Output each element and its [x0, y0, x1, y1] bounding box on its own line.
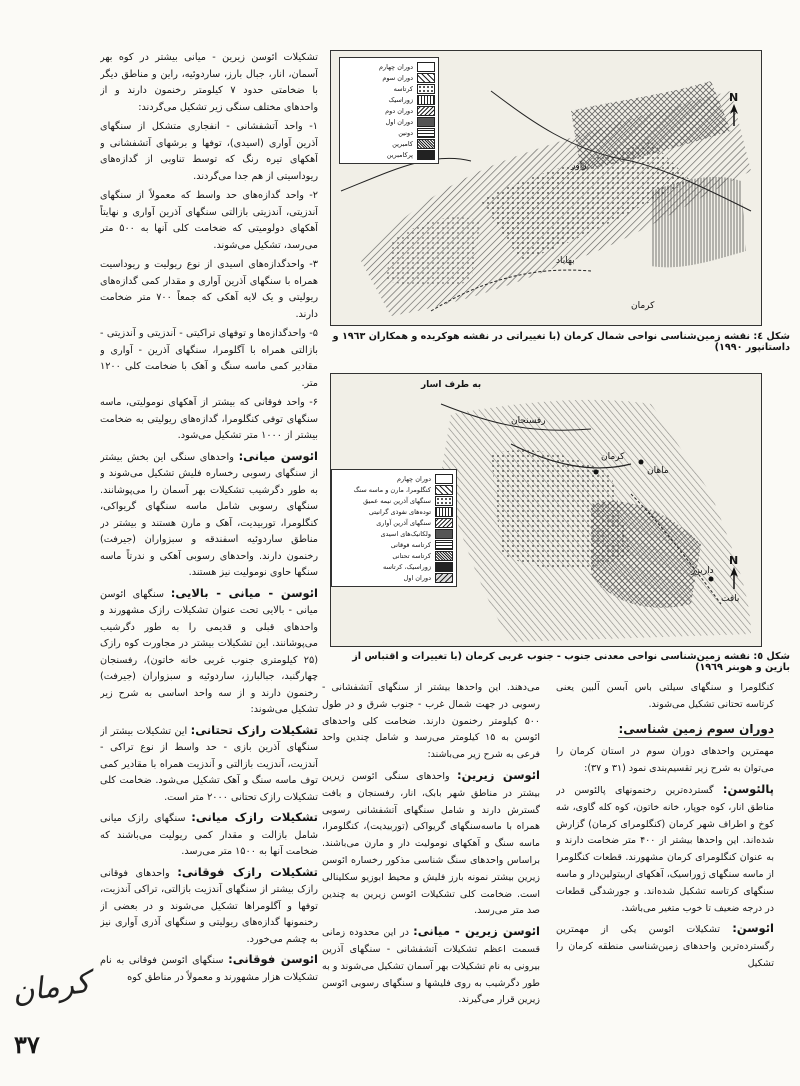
legend-item [343, 94, 435, 105]
paragraph-text: ۱- واحد آتشفشانی - انفجاری متشکل از سنگهای آذرین آواری (اسیدی)، توفها و برشهای آتشفشانی و آهکهای تیره رنگ که توسط تناوبی از گدازه‌های ریوداسیتی از هم جدا می‌گردند. [100, 121, 318, 182]
paragraph-text: سنگهای رازک میانی شامل بازالت و مقدار کمی ریولیت می‌باشند که ضخامت آنها به ۱۵۰۰ متر می‌رسد. [100, 813, 318, 857]
legend-swatch [435, 507, 453, 517]
paragraph [100, 395, 318, 445]
middle-text-column [322, 680, 540, 1040]
paragraph [556, 781, 774, 917]
figure-4-legend [339, 57, 439, 164]
left-text-column [556, 680, 774, 1040]
paragraph [556, 680, 774, 714]
legend-swatch [417, 84, 435, 94]
paragraph-text: ۳- واحدگدازه‌های اسیدی از نوع ریولیت و ریوداسیت همراه با سنگهای آذرین آواری و مقدار کمی گدازه‌های ریولیتی و یک لایه آهکی که جمعاً ۷۰۰ متر ضخامت دارند. [100, 259, 318, 320]
paragraph-heading: پالئوسن: [722, 781, 774, 796]
figure-5-map [330, 373, 762, 647]
paragraph [100, 448, 318, 582]
legend-label: دوران دوم [385, 106, 413, 115]
legend-item [335, 506, 453, 517]
paragraph-text: تشکیلات ائوسن زیرین - میانی بیشتر در کوه بهر آسمان، انار، جبال بارز، ساردوئیه، راین و مناطق دیگر با ضخامتی حدود ۷ کیلومتر رخنمون دارند و از واحدهای مختلف سنگی زیر تشکیل می‌گردند: [100, 52, 318, 113]
paragraph [322, 767, 540, 920]
paragraph [556, 920, 774, 972]
figure-4-map [330, 50, 762, 326]
legend-item [335, 572, 453, 583]
legend-item [343, 116, 435, 127]
legend-swatch [417, 128, 435, 138]
legend-item [343, 72, 435, 83]
legend-label: زوراسیک [388, 95, 413, 104]
legend-label: کرتاسه [393, 84, 413, 93]
paragraph-text: گسترده‌ترین رخنمونهای پالئوسن در مناطق انار، کوه جوپار، خانه خاتون، کوه کله گاوی، شه کوخ و اطراف شهر کرمان (کنگلومرای کرمان) گزارش شده‌اند. این واحدها بیشتر از ۴۰۰ متر ضخامت دارند و به عنوان کنگلومرای کرمان مشهورند. قطعات کنگلومرا از ماسه سنگهای ژوراسیک، آهکهای اربیتولین‌دار و ماسه سنگهای کرتاسه تشکیل شده‌اند. و جورشدگی قطعات در درجه ضعیف تا خوب متغیر می‌باشد. [556, 784, 774, 914]
paragraph [100, 585, 318, 719]
legend-swatch [417, 106, 435, 116]
legend-label: دوران چهارم [379, 62, 413, 71]
legend-swatch [435, 518, 453, 528]
legend-label: کرتاسه فوقانی [390, 540, 431, 549]
legend-label: پرکامبرین [386, 150, 413, 159]
paragraph [322, 680, 540, 764]
place-label: راور [571, 161, 587, 171]
kerman-logo: کرمان [9, 964, 93, 1011]
paragraph-text: در این محدوده زمانی قسمت اعظم تشکیلات آتشفشانی - سنگهای آذرین بیرونی به نام تشکیلات بهر آسمان تشکیل می‌شوند و به طور دگرشیب به روی فلیشها و سنگهای رسوبی ائوسن زیرین قرار می‌گیرند. [322, 927, 540, 1006]
paragraph-text: سنگهای ائوسن میانی - بالایی تحت عنوان تشکیلات رازک مشهورند و واحدهای قبلی و قدیمی را به طور دگرشیب می‌پوشانند. این تشکیلات بیشتر در مجاورت کوه رازک (۲۵ کیلومتری جنوب غربی خانه خاتون)، رفسنجان چهارگنبد، جبالبارز، ساردوئیه و سبزواران (جیرفت) رخنمون دارند و از سه واحد اساسی به شرح زیر تشکیل می‌شوند: [100, 588, 318, 715]
paragraph-text: واحدهای سنگی این بخش بیشتر از سنگهای رسوبی رخساره فلیش تشکیل می‌شوند و به طور دگرشیب تشکیلات بهر آسمان را می‌پوشانند. سنگهای رسوبی شامل ماسه سنگهای گریواکی، کنگلومرا، توربیدیت، آهک و مارن هستند و بیشتر در مناطق ساردوئیه اسفندقه و سبزواران (جیرفت) رخنمون دارند. واحدهای رسوبی آهکی و ندرتاً ماسه سنگها حاوی نومولیت نیز هستند. [100, 451, 318, 578]
paragraph-heading: ائوسن فوقانی: [228, 952, 318, 966]
legend-swatch [417, 150, 435, 160]
paragraph-text: می‌دهند. این واحدها بیشتر از سنگهای آتشفشانی - رسوبی در جهت شمال غرب - جنوب شرق و در طول ۵۰۰ کیلومتر رخنمون دارند. ضخامت کلی واحدهای ائوسن به ۱۵ کیلومتر می‌رسد و شامل چندین واحد فرعی به شرح زیر می‌باشند: [322, 682, 540, 761]
page-number: ۳۷ [14, 1030, 40, 1059]
place-label: به طرف اسار [421, 380, 482, 390]
place-label: بهاباد [556, 256, 575, 266]
paragraph-heading: ائوسن میانی: [238, 448, 318, 463]
legend-label: سنگهای آذرین آواری [376, 518, 431, 527]
paragraph-heading: ائوسن زیرین: [457, 767, 540, 782]
paragraph-text: این تشکیلات بیشتر از سنگهای آذرین بازی - حد واسط از نوع تراکی - آندزیت، آندزیت بازالتی و آندزیت همراه با مقادیر کمی توف ماسه سنگ و آهک تشکیل می‌شود. ضخامت کلی تشکیلات رازک تحتانی ۲۰۰۰ متر است. [100, 725, 318, 803]
paragraph [100, 50, 318, 116]
paragraph-heading: تشکیلات رازک تحتانی: [190, 722, 318, 737]
place-label: کرمان [631, 301, 655, 311]
legend-item [343, 83, 435, 94]
legend-swatch [435, 474, 453, 484]
legend-item [335, 550, 453, 561]
legend-item [343, 61, 435, 72]
paragraph-heading: ائوسن - میانی - بالایی: [170, 585, 318, 600]
place-label: کرمان [601, 452, 625, 462]
north-arrow-icon: N [729, 91, 739, 126]
legend-item [343, 138, 435, 149]
paragraph-text: ۵- واحدگدازه‌ها و توفهای تراکیتی - آندزیتی و آندزیتی - بازالتی همراه با آگلومرا، سنگهای آذرین - آواری و مقادیر کمی ماسه سنگ و آهک با ضخامت کلی ۱۲۰۰ متر. [100, 328, 318, 389]
legend-swatch [417, 139, 435, 149]
paragraph-text: تشکیلات ائوسن یکی از مهمترین رگسترده‌ترین واحدهای زمین‌شناسی منطقه کرمان را تشکیل [556, 924, 774, 969]
legend-item [335, 561, 453, 572]
legend-swatch [435, 551, 453, 561]
legend-label: کامبرین [392, 139, 413, 148]
paragraph [100, 119, 318, 185]
legend-item [335, 539, 453, 550]
legend-label: کنگلومرا، مارن و ماسه سنگ [353, 485, 431, 494]
legend-item [335, 495, 453, 506]
legend-label: دوران اول [385, 117, 413, 126]
paragraph [100, 951, 318, 986]
paragraph-text: ۶- واحد فوقانی که بیشتر از آهکهای نومولیتی، ماسه سنگهای توفی کنگلومرا، گدازه‌های ریولیتی به ضخامت بیشتر از ۱۰۰۰ متر تشکیل می‌شود. [100, 397, 318, 441]
legend-label: زوراسیک، کرتاسه [382, 562, 431, 571]
legend-item [343, 149, 435, 160]
figure-4-caption: شکل ٤: نقشه زمین‌شناسی نواحی شمال کرمان (با تغییراتی در نقشه هوکریده و همکاران ۱۹٦۳ و داستانپور ۱۹۹۰) [332, 331, 790, 353]
place-label: بافت [721, 594, 740, 604]
legend-item [335, 517, 453, 528]
paragraph [100, 864, 318, 949]
legend-swatch [435, 562, 453, 572]
paragraph [100, 722, 318, 807]
section-title: دوران سوم زمین شناسی: [618, 721, 774, 739]
legend-swatch [435, 573, 453, 583]
legend-label: توده‌های نفوذی گرانیتی [368, 507, 431, 516]
paragraph-text: کنگلومرا و سنگهای سیلتی باس آبسن آلبین یعنی کرتاسه تحتانی تشکیل می‌شوند. [556, 682, 774, 710]
right-text-column [100, 50, 318, 1040]
paragraph-heading: تشکیلات رازک میانی: [191, 810, 318, 824]
paragraph-text: مهمترین واحدهای دوران سوم در استان کرمان را می‌توان به شرح زیر تقسیم‌بندی نمود (۳۱ و ۳۷): [556, 746, 774, 775]
paragraph [556, 744, 774, 778]
figure-5-legend [331, 469, 457, 587]
legend-label: دونین [398, 128, 413, 137]
legend-item [335, 473, 453, 484]
paragraph-text: سنگهای ائوسن فوقانی به نام تشکیلات هزار مشهورند و معمولاً در مناطق کوه [100, 955, 318, 983]
paragraph-heading: ائوسن زیرین - میانی: [413, 924, 540, 939]
legend-swatch [417, 73, 435, 83]
legend-swatch [417, 95, 435, 105]
paragraph-text: واحدهای فوقانی رازک بیشتر از سنگهای آندزیت بازالتی، تراکی آندزیت، توفها و آگلومراها تشکیل می‌شوند و در بعضی از رخنمونها گدازه‌های ریولیتی و سنگهای آذری آواری نیز به چشم می‌خورد. [100, 867, 318, 945]
legend-swatch [417, 117, 435, 127]
north-arrow-icon: N [729, 554, 739, 589]
paragraph [100, 809, 318, 861]
legend-label: ولکانیک‌های اسیدی [380, 529, 431, 538]
paragraph-heading: تشکیلات رازک فوقانی: [177, 864, 318, 879]
paragraph [100, 188, 318, 254]
legend-label: دوران چهارم [397, 474, 431, 483]
place-label: رفسنجان [511, 416, 546, 426]
paragraph [100, 326, 318, 392]
legend-swatch [435, 540, 453, 550]
place-label: داریزر [691, 566, 714, 576]
legend-label: سنگهای آذرین نیمه عمیق [363, 496, 431, 505]
place-label: ماهان [647, 466, 669, 476]
legend-item [335, 484, 453, 495]
paragraph-heading: ائوسن: [732, 921, 774, 936]
legend-label: دوران سوم [382, 73, 413, 82]
legend-swatch [417, 62, 435, 72]
paragraph-text: ۲- واحد گدازه‌های حد واسط که معمولاً از سنگهای آندزیتی، آندزیتی بازالتی سنگهای آذرین آواری و نهایتاً آهکهای دولومیتی که ضخامت کلی آنها به ۵۰۰ متر می‌رسد، تشکیل می‌شوند. [100, 190, 318, 251]
legend-item [335, 528, 453, 539]
paragraph [100, 257, 318, 323]
legend-item [343, 105, 435, 116]
legend-swatch [435, 529, 453, 539]
legend-swatch [435, 485, 453, 495]
legend-label: دوران اول [403, 573, 431, 582]
legend-item [343, 127, 435, 138]
paragraph-text: واحدهای سنگی ائوسن زیرین بیشتر در مناطق شهر بابک، انار، رفسنجان و بافت گسترش دارند و شامل سنگهای آتشفشانی رسوبی همراه با ماسه‌سنگهای گریواکی (توربیدیت)، کنگلومرا، ماسه سنگ و آهکهای نومولیت دار و مارن می‌باشند. براساس واحدهای سنگ شناسی مذکور رخساره ائوسن زیرین بیشتر نمونه بارز فلیش و محیط ابوزیو سکلینالی است. ضخامت کلی تشکیلات ائوسن زیرین به چندین صد متر می‌رسد. [322, 770, 540, 917]
figure-5-caption: شکل ٥: نقشه زمین‌شناسی نواحی معدنی جنوب - جنوب غربی کرمان (با تغییرات و اقتباس از بازین و هوبنر ۱۹٦۹) [352, 651, 790, 673]
legend-swatch [435, 496, 453, 506]
paragraph [322, 923, 540, 1009]
legend-label: کرتاسه تحتانی [392, 551, 431, 560]
